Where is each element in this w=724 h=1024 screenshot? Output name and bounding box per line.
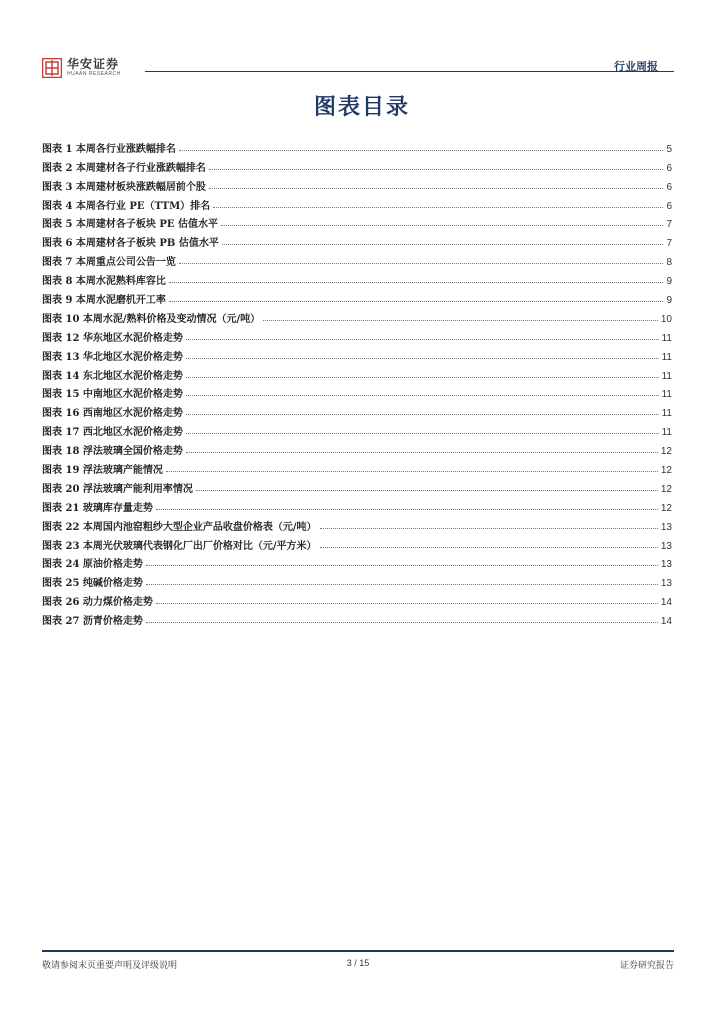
logo-seal-icon	[42, 58, 62, 78]
toc-entry-label[interactable]: 图表 1 本周各行业涨跌幅排名	[42, 143, 176, 155]
toc-entry[interactable]	[42, 457, 672, 476]
toc-entry[interactable]	[42, 174, 672, 193]
table-of-figures	[42, 136, 672, 627]
footer-disclaimer: 敬请参阅末页重要声明及评级说明	[42, 961, 178, 971]
toc-entry[interactable]	[42, 136, 672, 155]
header-divider	[145, 71, 674, 72]
toc-entry[interactable]	[42, 476, 672, 495]
toc-entry-page[interactable]: 11	[661, 389, 672, 401]
toc-dot-leader	[186, 395, 659, 396]
toc-entry-label[interactable]: 图表 6 本周建材各子板块 PB 估值水平	[42, 238, 219, 250]
toc-entry[interactable]	[42, 193, 672, 212]
toc-entry-page[interactable]: 14	[660, 597, 672, 609]
toc-entry-label[interactable]: 图表 22 本周国内池窑粗纱大型企业产品收盘价格表（元/吨）	[42, 521, 317, 533]
toc-dot-leader	[209, 169, 664, 170]
toc-entry-page[interactable]: 7	[666, 238, 672, 250]
toc-entry-label[interactable]: 图表 12 华东地区水泥价格走势	[42, 332, 183, 344]
toc-entry[interactable]	[42, 306, 672, 325]
toc-entry[interactable]	[42, 249, 672, 268]
toc-entry[interactable]	[42, 382, 672, 401]
toc-entry[interactable]	[42, 325, 672, 344]
logo-chinese-name: 华安证券	[67, 57, 120, 71]
toc-entry-page[interactable]: 7	[666, 219, 672, 231]
toc-entry-page[interactable]: 12	[660, 483, 672, 495]
toc-entry-page[interactable]: 6	[666, 162, 672, 174]
toc-entry-page[interactable]: 6	[666, 181, 672, 193]
toc-entry-label[interactable]: 图表 16 西南地区水泥价格走势	[42, 408, 183, 420]
toc-entry[interactable]	[42, 570, 672, 589]
toc-dot-leader	[213, 207, 663, 208]
toc-entry-label[interactable]: 图表 2 本周建材各子行业涨跌幅排名	[42, 162, 206, 174]
toc-entry-page[interactable]: 13	[660, 578, 672, 590]
toc-entry-label[interactable]: 图表 27 沥青价格走势	[42, 616, 143, 628]
toc-entry-page[interactable]: 9	[666, 276, 672, 288]
toc-entry-label[interactable]: 图表 26 动力煤价格走势	[42, 597, 153, 609]
toc-entry[interactable]	[42, 589, 672, 608]
toc-dot-leader	[169, 282, 664, 283]
toc-dot-leader	[179, 263, 664, 264]
toc-dot-leader	[263, 320, 658, 321]
toc-dot-leader	[179, 150, 664, 151]
company-logo	[42, 58, 121, 78]
toc-dot-leader	[186, 339, 659, 340]
toc-entry-label[interactable]: 图表 10 本周水泥/熟料价格及变动情况（元/吨）	[42, 313, 261, 325]
toc-dot-leader	[320, 547, 658, 548]
toc-entry-label[interactable]: 图表 8 本周水泥熟料库容比	[42, 276, 166, 288]
toc-entry-page[interactable]: 11	[661, 332, 672, 344]
toc-entry-page[interactable]: 11	[661, 370, 672, 382]
toc-entry[interactable]	[42, 344, 672, 363]
toc-dot-leader	[221, 225, 663, 226]
toc-dot-leader	[166, 471, 658, 472]
toc-entry-label[interactable]: 图表 25 纯碱价格走势	[42, 578, 143, 590]
toc-entry[interactable]	[42, 268, 672, 287]
toc-entry-label[interactable]: 图表 24 原油价格走势	[42, 559, 143, 571]
toc-entry-page[interactable]: 11	[661, 351, 672, 363]
toc-dot-leader	[146, 584, 658, 585]
toc-dot-leader	[186, 414, 659, 415]
toc-entry-page[interactable]: 12	[660, 446, 672, 458]
page-footer	[42, 958, 674, 972]
toc-entry-page[interactable]: 11	[661, 408, 672, 420]
toc-entry-page[interactable]: 8	[666, 257, 672, 269]
toc-dot-leader	[320, 528, 658, 529]
toc-entry-page[interactable]: 6	[666, 200, 672, 212]
toc-entry-label[interactable]: 图表 5 本周建材各子板块 PE 估值水平	[42, 219, 219, 231]
toc-entry[interactable]	[42, 552, 672, 571]
toc-dot-leader	[169, 301, 664, 302]
toc-entry-label[interactable]: 图表 18 浮法玻璃全国价格走势	[42, 446, 183, 458]
toc-entry[interactable]	[42, 363, 672, 382]
toc-entry[interactable]	[42, 514, 672, 533]
page-number: 3 / 15	[346, 958, 370, 968]
toc-entry-label[interactable]: 图表 21 玻璃库存量走势	[42, 502, 153, 514]
toc-dot-leader	[186, 358, 659, 359]
toc-entry-page[interactable]: 13	[660, 540, 672, 552]
toc-dot-leader	[186, 377, 659, 378]
toc-dot-leader	[146, 622, 658, 623]
toc-entry-label[interactable]: 图表 17 西北地区水泥价格走势	[42, 427, 183, 439]
toc-entry-page[interactable]: 13	[660, 559, 672, 571]
toc-entry-label[interactable]: 图表 15 中南地区水泥价格走势	[42, 389, 183, 401]
toc-entry-label[interactable]: 图表 19 浮法玻璃产能情况	[42, 465, 163, 477]
toc-dot-leader	[156, 603, 658, 604]
toc-entry[interactable]	[42, 287, 672, 306]
toc-dot-leader	[222, 244, 664, 245]
page-header	[42, 58, 674, 88]
toc-entry-label[interactable]: 图表 9 本周水泥磨机开工率	[42, 295, 166, 307]
toc-entry[interactable]	[42, 608, 672, 627]
page-title: 图表目录	[313, 94, 410, 120]
toc-entry-label[interactable]: 图表 20 浮法玻璃产能利用率情况	[42, 483, 193, 495]
toc-entry[interactable]	[42, 155, 672, 174]
toc-entry-page[interactable]: 9	[666, 295, 672, 307]
toc-entry-label[interactable]: 图表 4 本周各行业 PE（TTM）排名	[42, 200, 211, 212]
toc-dot-leader	[196, 490, 658, 491]
toc-entry[interactable]	[42, 438, 672, 457]
toc-entry-page[interactable]: 11	[661, 427, 672, 439]
toc-entry-label[interactable]: 图表 23 本周光伏玻璃代表钢化厂出厂价格对比（元/平方米）	[42, 540, 317, 552]
toc-entry-label[interactable]: 图表 3 本周建材板块涨跌幅居前个股	[42, 181, 206, 193]
logo-english-name: HUAAN RESEARCH	[67, 71, 121, 77]
toc-entry-page[interactable]: 12	[660, 465, 672, 477]
toc-dot-leader	[186, 433, 659, 434]
toc-dot-leader	[156, 509, 658, 510]
toc-entry-label[interactable]: 图表 14 东北地区水泥价格走势	[42, 370, 183, 382]
toc-entry[interactable]	[42, 533, 672, 552]
toc-dot-leader	[146, 565, 658, 566]
toc-entry-page[interactable]: 12	[660, 502, 672, 514]
toc-entry[interactable]	[42, 419, 672, 438]
toc-entry[interactable]	[42, 212, 672, 231]
toc-entry[interactable]	[42, 400, 672, 419]
report-type-label: 行业周报	[614, 60, 658, 73]
footer-doc-type: 证券研究报告	[619, 961, 674, 971]
toc-entry-page[interactable]: 10	[660, 313, 672, 325]
toc-dot-leader	[209, 188, 664, 189]
toc-entry-label[interactable]: 图表 7 本周重点公司公告一览	[42, 257, 176, 269]
toc-entry-page[interactable]: 14	[660, 616, 672, 628]
toc-dot-leader	[186, 452, 658, 453]
toc-entry-page[interactable]: 5	[666, 143, 672, 155]
toc-entry-label[interactable]: 图表 13 华北地区水泥价格走势	[42, 351, 183, 363]
footer-divider	[42, 950, 674, 952]
toc-entry[interactable]	[42, 230, 672, 249]
toc-entry[interactable]	[42, 495, 672, 514]
toc-entry-page[interactable]: 13	[660, 521, 672, 533]
